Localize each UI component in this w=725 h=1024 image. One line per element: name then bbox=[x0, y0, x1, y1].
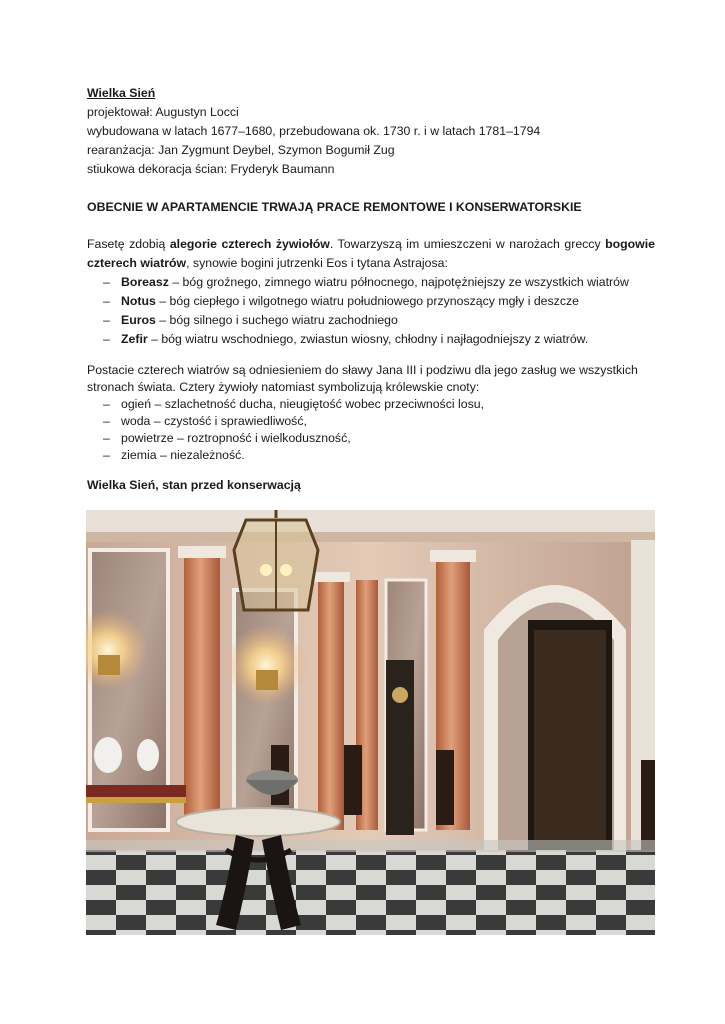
list-item bbox=[87, 273, 655, 292]
list-item bbox=[87, 447, 655, 464]
architect-line: projektował: Augustyn Locci bbox=[87, 105, 239, 119]
wind-desc: – bóg silnego i suchego wiatru zachodniego bbox=[155, 313, 398, 327]
list-item bbox=[87, 413, 655, 430]
checkered-floor bbox=[86, 850, 655, 935]
list-dash: – bbox=[103, 313, 110, 327]
construction-line: wybudowana w latach 1677–1680, przebudowana ok. 1730 r. i w latach 1781–1794 bbox=[87, 124, 541, 138]
wind-name: Notus bbox=[121, 294, 156, 308]
wind-name: Boreasz bbox=[121, 275, 169, 289]
list-dash: – bbox=[103, 332, 110, 346]
intro-line-2 bbox=[87, 254, 655, 273]
wind-desc: – bóg wiatru wschodniego, zwiastun wiosny, chłodny i najłagodniejszy z wiatrów. bbox=[147, 332, 589, 346]
list-dash: – bbox=[103, 294, 110, 308]
intro-bold-elements: alegorie czterech żywiołów bbox=[169, 237, 330, 251]
wind-desc: – bóg groźnego, zimnego wiatru północnego, najpotężniejszy ze wszystkich wiatrów bbox=[168, 275, 629, 289]
virtue-text: woda – czystość i sprawiedliwość, bbox=[121, 414, 307, 428]
renovation-notice: OBECNIE W APARTAMENCIE TRWAJĄ PRACE REMONTOWE I KONSERWATORSKIE bbox=[87, 200, 582, 214]
intro-bold-gods: bogowie bbox=[605, 237, 655, 251]
list-dash: – bbox=[103, 397, 110, 411]
wind-desc: – bóg ciepłego i wilgotnego wiatru południowego przynoszący mgły i deszcze bbox=[155, 294, 579, 308]
great-hall-photo bbox=[86, 510, 655, 935]
list-item bbox=[87, 292, 655, 311]
intro-text: Fasetę zdobią bbox=[87, 237, 170, 251]
intro-text: , synowie bogini jutrzenki Eos i tytana Astrajosa: bbox=[186, 256, 448, 270]
virtue-text: powietrze – roztropność i wielkoduszność, bbox=[121, 431, 351, 445]
header-block bbox=[87, 84, 655, 179]
virtue-text: ziemia – niezależność. bbox=[121, 448, 245, 462]
intro-bold-winds: czterech wiatrów bbox=[87, 256, 187, 270]
list-dash: – bbox=[103, 431, 110, 445]
list-item bbox=[87, 396, 655, 413]
intro-line-1 bbox=[87, 235, 655, 254]
list-item bbox=[87, 430, 655, 447]
list-item bbox=[87, 330, 655, 349]
intro-paragraph bbox=[87, 235, 655, 349]
virtues-line-1: Postacie czterech wiatrów są odniesieniem do sławy Jana III i podziwu dla jego zasług we wszystkich bbox=[87, 363, 638, 377]
virtues-list bbox=[87, 396, 655, 464]
photo-caption: Wielka Sień, stan przed konserwacją bbox=[87, 478, 301, 492]
virtue-text: ogień – szlachetność ducha, nieugiętość wobec przeciwności losu, bbox=[121, 397, 484, 411]
list-item bbox=[87, 311, 655, 330]
wind-name: Euros bbox=[121, 313, 156, 327]
virtues-paragraph bbox=[87, 362, 655, 464]
list-dash: – bbox=[103, 414, 110, 428]
list-dash: – bbox=[103, 448, 110, 462]
page-title: Wielka Sień bbox=[87, 86, 156, 100]
virtues-line-2: stronach świata. Cztery żywioły natomiast symbolizują królewskie cnoty: bbox=[87, 380, 480, 394]
rearrangement-line: rearanżacja: Jan Zygmunt Deybel, Szymon Bogumił Zug bbox=[87, 143, 395, 157]
list-dash: – bbox=[103, 275, 110, 289]
stucco-line: stiukowa dekoracja ścian: Fryderyk Baumann bbox=[87, 162, 335, 176]
wind-name: Zefir bbox=[121, 332, 148, 346]
winds-list bbox=[87, 273, 655, 349]
intro-text: . Towarzyszą im umieszczeni w narożach greccy bbox=[329, 237, 606, 251]
